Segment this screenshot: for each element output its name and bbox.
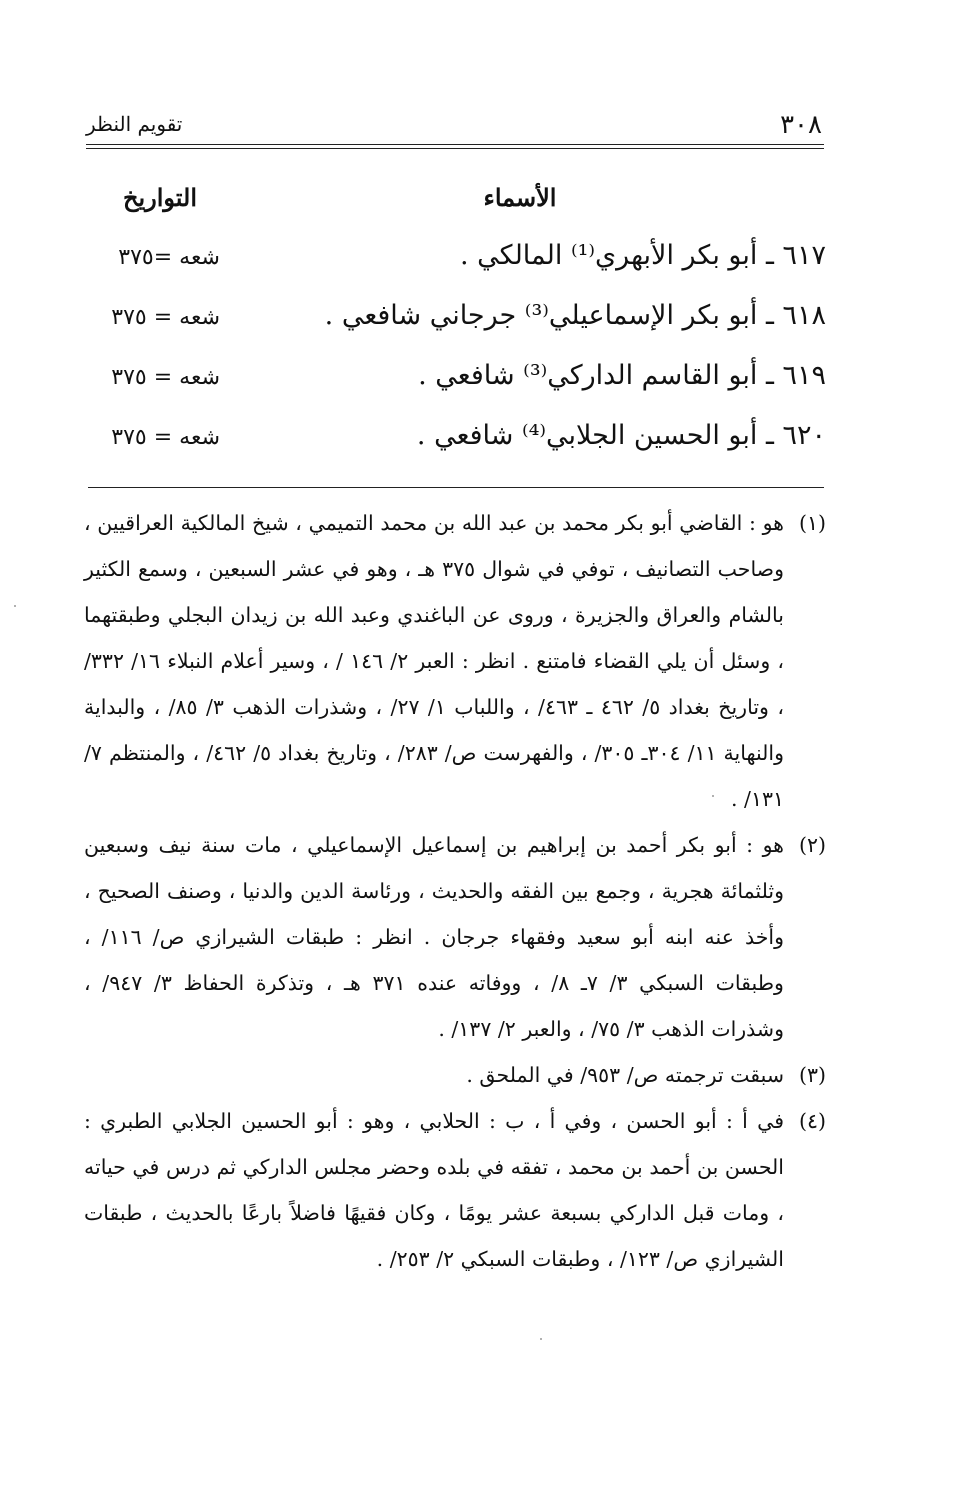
entry-name: ٦١٧ ـ أبو بكر الأبهري⁽¹⁾ المالكي . <box>460 240 826 271</box>
header-rule <box>86 144 824 149</box>
entry-name: ٦١٩ ـ أبو القاسم الداركي⁽³⁾ شافعي . <box>418 360 826 391</box>
scan-speck <box>712 795 714 797</box>
entry-name: ٦١٨ ـ أبو بكر الإسماعيلي⁽³⁾ جرجاني شافعي . <box>324 300 826 331</box>
scan-speck <box>14 605 16 607</box>
entry-name: ٦٢٠ ـ أبو الحسين الجلابي⁽⁴⁾ شافعي . <box>416 420 826 451</box>
footnote-text: هو : القاضي أبو بكر محمد بن عبد الله بن محمد التميمي ، شيخ المالكية العراقيين ، وصاحب التصانيف ، توفي في شوال ٣٧٥ هـ ، وهو في عشر السبعين ، وسمع الكثير بالشام والعراق والجزيرة ، وروى عن الباغندي وعبد الله بن زيدان البجلي وطبقتهما ، وسئل أن يلي القضاء فامتنع . انظر : العبر ٢/ ١٤٦ / ، وسير أعلام النبلاء ١٦/ ٣٣٢/ ، وتاريخ بغداد ٥/ ٤٦٢ ـ ٤٦٣/ ، واللباب ١/ ٢٧/ ، وشذرات الذهب ٣/ ٨٥/ ، والبداية والنهاية ١١/ ٣٠٤ـ ٣٠٥/ ، والفهرست ص/ ٢٨٣/ ، وتاريخ بغداد ٥/ ٤٦٢/ ، والمنتظم ٧/ ١٣١/ . <box>84 511 784 811</box>
entry-date: شعه = ٣٧٥ <box>111 365 220 390</box>
footnote-marker: (٤) <box>798 1109 826 1133</box>
footnote-4 <box>84 1098 826 1282</box>
page-number: ٣٠٨ <box>780 110 822 140</box>
entry-date: شعه =٣٧٥ <box>118 245 220 270</box>
footnotes <box>84 500 826 1282</box>
footnote-text: سبقت ترجمته ص/ ٩٥٣/ في الملحق . <box>466 1063 784 1087</box>
footnote-text: هو : أبو بكر أحمد بن إبراهيم بن إسماعيل الإسماعيلي ، مات سنة نيف وسبعين وثلثمائة هجرية ، وجمع بين الفقه والحديث ، ورئاسة الدين والدنيا ، وصنف الصحيح ، وأخذ عنه ابنه أبو سعيد وفقهاء جرجان . انظر : طبقات الشيرازي ص/ ١١٦/ ، وطبقات السبكي ٣/ ٧ـ ٨/ ، ووفاته عنده ٣٧١ هـ ، وتذكرة الحفاظ ٣/ ٩٤٧/ ، وشذرات الذهب ٣/ ٧٥/ ، والعبر ٢/ ١٣٧/ . <box>84 833 784 1041</box>
footnote-3 <box>84 1052 826 1098</box>
footnote-text: في أ : أبو الحسن ، وفي أ ، ب : الحلابي ، وهو : أبو الحسين الجلابي الطبري : الحسن بن أحمد بن محمد ، تفقه في بلده وحضر مجلس الداركي ثم درس في حياته ، ومات قبل الداركي بسبعة عشر يومًا ، وكان فقيهًا فاضلاً بارعًا بالحديث ، طبقات الشيرازي ص/ ١٢٣/ ، وطبقات السبكي ٢/ ٢٥٣/ . <box>84 1109 784 1271</box>
footnote-1 <box>84 500 826 822</box>
entry-date: شعه = ٣٧٥ <box>111 425 220 450</box>
footnote-marker: (١) <box>798 511 826 535</box>
scan-speck <box>540 1338 542 1340</box>
footnote-separator <box>88 487 824 488</box>
footnote-marker: (٣) <box>798 1063 826 1087</box>
footnote-2 <box>84 822 826 1052</box>
footnote-marker: (٢) <box>798 833 826 857</box>
dates-column-heading: التواريخ <box>122 183 198 212</box>
entry-date: شعه = ٣٧٥ <box>111 305 220 330</box>
running-title: تقويم النظر <box>86 112 183 136</box>
names-column-heading: الأسماء <box>483 183 557 212</box>
